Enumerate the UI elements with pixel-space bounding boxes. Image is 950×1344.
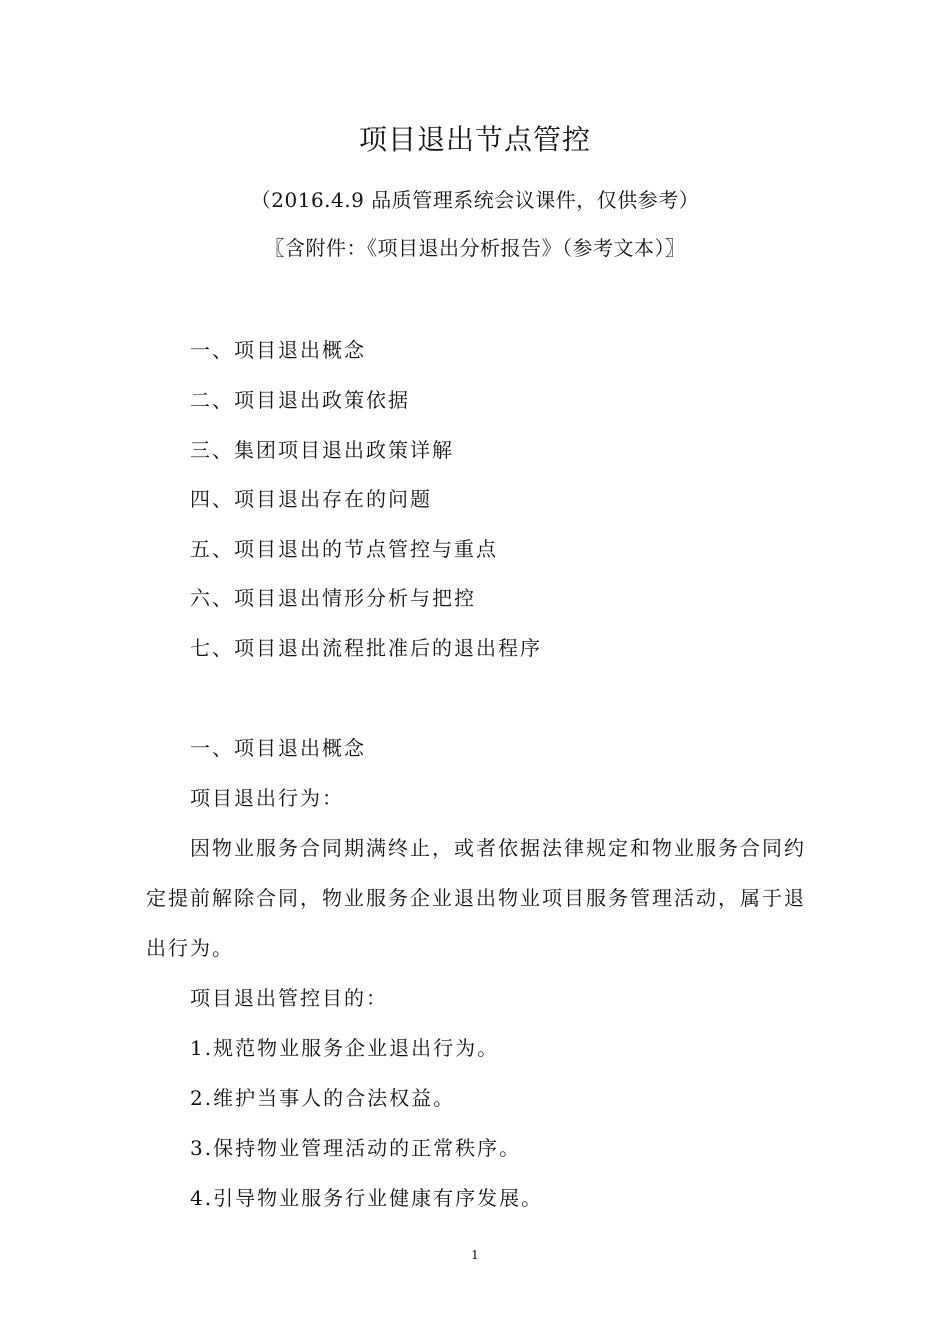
toc-item: 四、项目退出存在的问题	[190, 487, 432, 511]
document-title: 项目退出节点管控	[358, 123, 591, 156]
document-subtitle: （2016.4.9 品质管理系统会议课件，仅供参考）	[250, 188, 700, 212]
paragraph-line: 出行为。	[146, 936, 234, 960]
toc-item: 三、集团项目退出政策详解	[190, 438, 454, 462]
toc-item: 二、项目退出政策依据	[190, 388, 410, 412]
purpose-item: 3.保持物业管理活动的正常秩序。	[190, 1136, 522, 1160]
paragraph-line: 因物业服务合同期满终止，或者依据法律规定和物业服务合同约	[190, 836, 806, 860]
behavior-label: 项目退出行为：	[190, 786, 344, 810]
page-number: 1	[471, 1248, 479, 1262]
section-heading: 一、项目退出概念	[190, 736, 366, 760]
toc-item: 七、项目退出流程批准后的退出程序	[190, 636, 542, 660]
purpose-item: 1.规范物业服务企业退出行为。	[190, 1036, 500, 1060]
purpose-item: 4.引导物业服务行业健康有序发展。	[190, 1186, 544, 1210]
toc-item: 一、项目退出概念	[190, 338, 366, 362]
toc-item: 五、项目退出的节点管控与重点	[190, 537, 498, 561]
purpose-label: 项目退出管控目的：	[190, 986, 388, 1010]
attachment-note: 〖含附件：《项目退出分析报告》（参考文本）〗	[264, 236, 686, 260]
paragraph-line: 定提前解除合同，物业服务企业退出物业项目服务管理活动，属于退	[146, 886, 806, 910]
toc-item: 六、项目退出情形分析与把控	[190, 586, 476, 610]
purpose-item: 2.维护当事人的合法权益。	[190, 1086, 456, 1110]
